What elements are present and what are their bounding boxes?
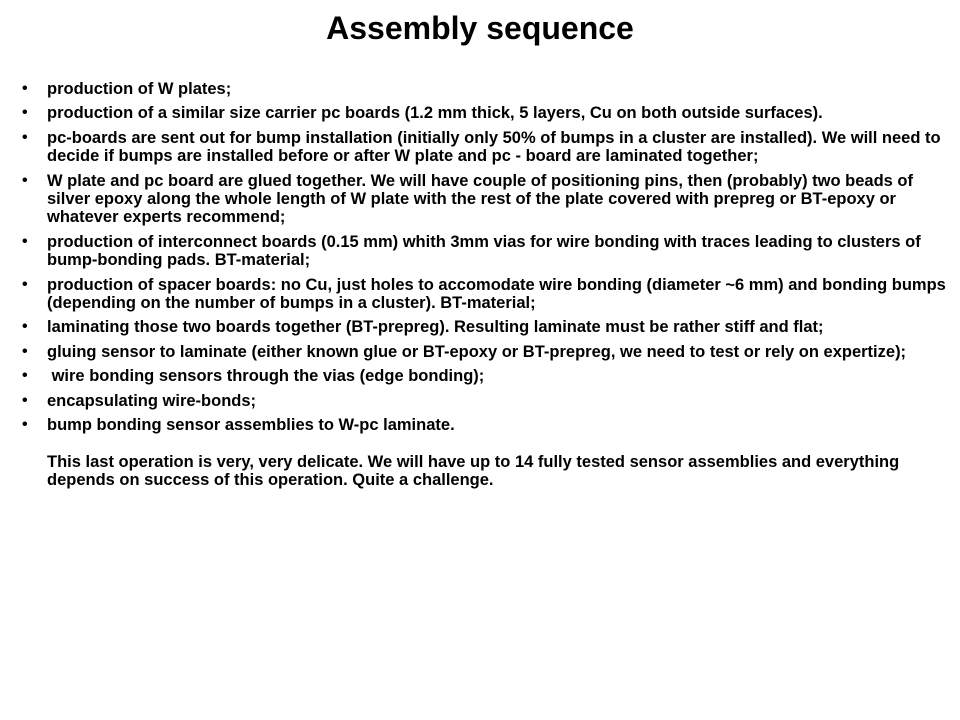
- bullet-text: wire bonding sensors through the vias (edge bonding);: [47, 367, 485, 386]
- bullet-text: production of interconnect boards (0.15 mm) whith 3mm vias for wire bonding with traces leading to clusters of bump-bonding pads. BT-material;: [47, 232, 921, 270]
- list-item: [22, 80, 950, 98]
- list-item: [22, 104, 950, 122]
- bullet-icon: •: [22, 391, 28, 409]
- list-item: [22, 343, 950, 361]
- bullet-icon: •: [22, 104, 28, 122]
- bullet-icon: •: [22, 416, 28, 434]
- list-item: [22, 233, 950, 270]
- bullet-icon: •: [22, 171, 28, 189]
- bullet-icon: •: [22, 342, 28, 360]
- list-item: [22, 416, 950, 489]
- bullet-text: production of W plates;: [47, 80, 232, 98]
- list-item: [22, 367, 950, 385]
- bullet-icon: •: [22, 275, 28, 293]
- list-item: [22, 318, 950, 336]
- closing-note: This last operation is very, very delicate. We will have up to 14 fully tested sensor assemblies and everything depends on success of this operation. Quite a challenge.: [47, 452, 900, 489]
- bullet-icon: •: [22, 128, 28, 146]
- list-item: [22, 392, 950, 410]
- bullet-text: W plate and pc board are glued together. We will have couple of positioning pins, then (probably) two beads of silver epoxy along the whole length of W plate with the rest of the plate covered with prepreg or BT-epoxy or whatever experts recommend;: [47, 171, 914, 227]
- bullet-text: production of a similar size carrier pc boards (1.2 mm thick, 5 layers, Cu on both outside surfaces).: [47, 104, 823, 123]
- bullet-text: production of spacer boards: no Cu, just holes to accomodate wire bonding (diameter ~6 mm) and bonding bumps (depending on the number of bumps in a cluster). BT-material;: [47, 275, 946, 313]
- bullet-icon: •: [22, 318, 28, 336]
- list-item: [22, 276, 950, 313]
- list-item: [22, 129, 950, 166]
- bullet-text: encapsulating wire-bonds;: [47, 391, 257, 410]
- bullet-text: bump bonding sensor assemblies to W-pc laminate.: [47, 416, 455, 435]
- bullet-icon: •: [22, 367, 28, 385]
- bullet-text: laminating those two boards together (BT-prepreg). Resulting laminate must be rather stiff and flat;: [47, 318, 824, 337]
- bullet-text: gluing sensor to laminate (either known glue or BT-epoxy or BT-prepreg, we need to test or rely on expertize);: [47, 342, 907, 361]
- list-item: [22, 172, 950, 227]
- bullet-list: [22, 80, 950, 495]
- slide-title: Assembly sequence: [326, 10, 634, 46]
- bullet-icon: •: [22, 80, 28, 97]
- bullet-text: pc-boards are sent out for bump installation (initially only 50% of bumps in a cluster are installed). We will need to decide if bumps are installed before or after W plate and pc - board are laminated together;: [47, 128, 941, 166]
- bullet-icon: •: [22, 232, 28, 250]
